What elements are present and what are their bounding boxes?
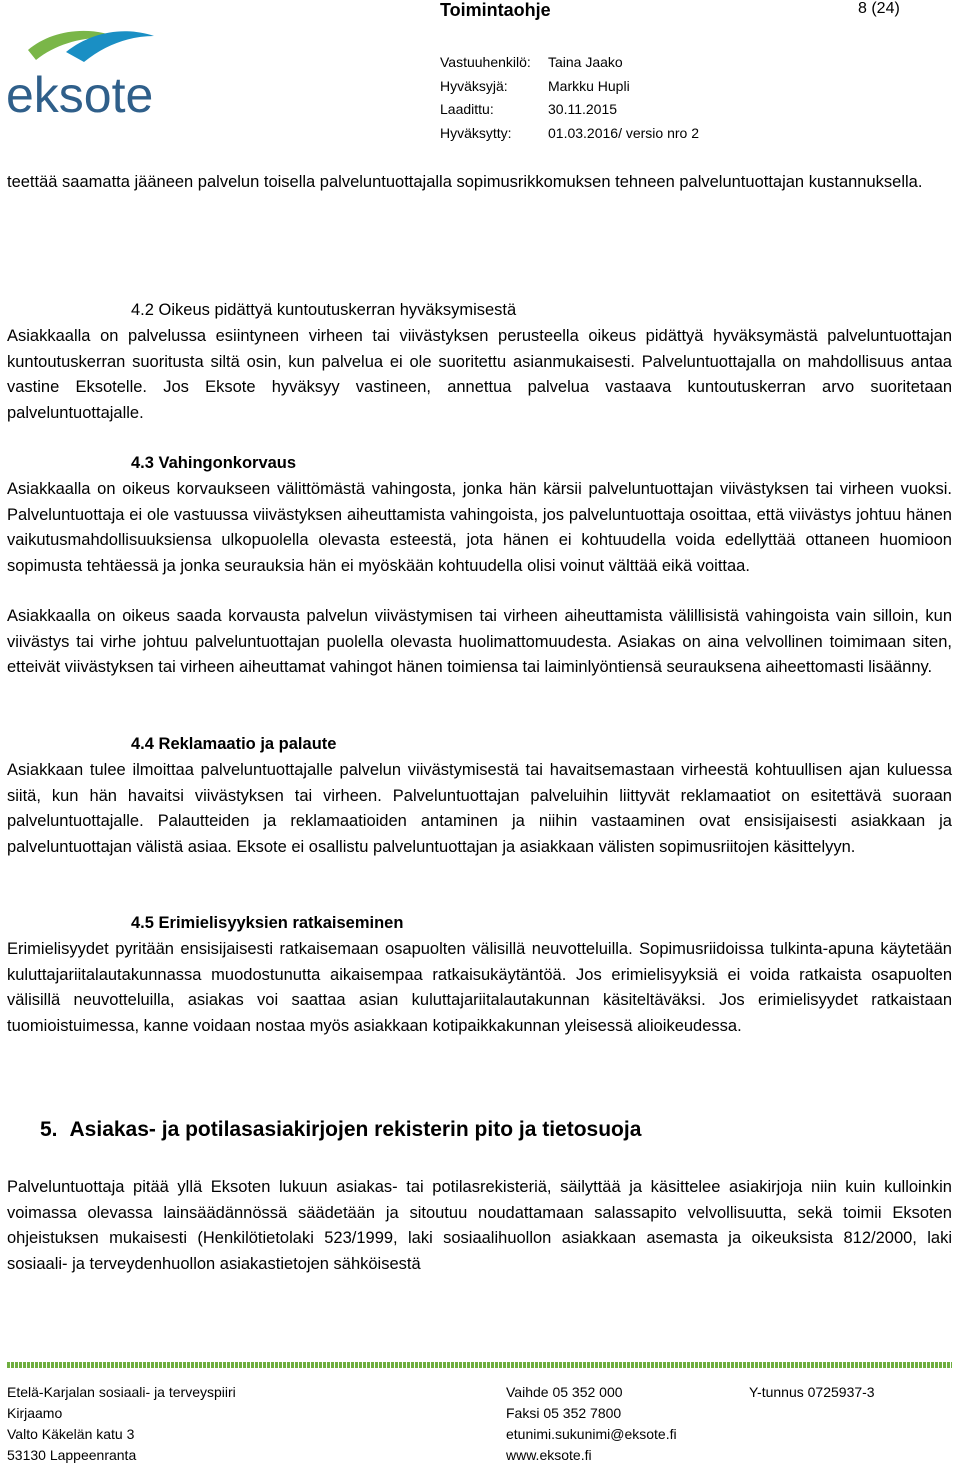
section-5-title: Asiakas- ja potilasasiakirjojen rekisterin pito ja tietosuoja bbox=[69, 1118, 642, 1141]
footer-business-id: Y-tunnus 0725937-3 bbox=[749, 1384, 875, 1400]
intro-paragraph: teettää saamatta jääneen palvelun toisella palveluntuottajalla sopimusrikkomuksen tehneen palveluntuottajan kustannuksella. bbox=[7, 173, 923, 191]
footer-email[interactable]: etunimi.sukunimi@eksote.fi bbox=[506, 1426, 677, 1442]
footer-address bbox=[7, 1382, 236, 1466]
section-4-3-title: Vahingonkorvaus bbox=[158, 454, 297, 472]
section-4-3-paragraph-2: Asiakkaalla on oikeus saada korvausta palvelun viivästymisen tai virheen aiheuttamista välillisistä vahingoista vain silloin, kun viivästys tai virhe johtuu palveluntuottajan puolella olevasta huolimattomuudesta. Asiakas on aina velvollinen toimimaan siten, etteivät viivästyksen tai virheen aiheuttamat vahingot hänen toimiensa tai laiminlyöntiensä seurauksena aiheettomasti lisäänny. bbox=[7, 607, 952, 676]
meta-label-approver: Hyväksyjä: bbox=[440, 77, 508, 94]
meta-value-responsible: Taina Jaako bbox=[548, 54, 623, 70]
document-type: Toimintaohje bbox=[440, 0, 551, 20]
meta-values bbox=[548, 51, 699, 145]
meta-labels bbox=[440, 51, 531, 145]
section-4-2-number: 4.2 bbox=[131, 301, 154, 319]
footer-contact bbox=[506, 1382, 677, 1466]
meta-label-drafted: Laadittu: bbox=[440, 101, 494, 117]
section-5-heading bbox=[40, 1118, 641, 1142]
eksote-logo bbox=[6, 22, 156, 122]
section-4-4-number: 4.4 bbox=[131, 735, 154, 753]
meta-value-approved: 01.03.2016/ versio nro 2 bbox=[548, 124, 699, 141]
meta-value-approver: Markku Hupli bbox=[548, 77, 630, 94]
footer-registry: Kirjaamo bbox=[7, 1405, 63, 1421]
footer-website[interactable]: www.eksote.fi bbox=[506, 1447, 592, 1463]
footer-org-name: Etelä-Karjalan sosiaali- ja terveyspiiri bbox=[7, 1384, 236, 1400]
section-4-5-number: 4.5 bbox=[131, 914, 154, 932]
section-4-4-title: Reklamaatio ja palaute bbox=[158, 735, 337, 753]
section-4-2-heading bbox=[131, 298, 516, 324]
section-4-2-title: Oikeus pidättyä kuntoutuskerran hyväksymisestä bbox=[158, 301, 517, 319]
meta-label-approved: Hyväksytty: bbox=[440, 124, 512, 141]
footer-postal: 53130 Lappeenranta bbox=[7, 1447, 137, 1463]
meta-value-drafted: 30.11.2015 bbox=[548, 101, 618, 117]
footer-street: Valto Käkelän katu 3 bbox=[7, 1426, 135, 1442]
section-4-4-heading bbox=[131, 732, 336, 758]
footer-phone: Vaihde 05 352 000 bbox=[506, 1384, 623, 1400]
section-4-3-paragraph-1: Asiakkaalla on oikeus korvaukseen välittömästä vahingosta, jonka hän kärsii palveluntuottajan viivästyksen tai virheen vuoksi. Palveluntuottaja ei ole vastuussa viivästyksen aiheuttamista vahingoista, jos palveluntuottaja osoittaa, että viivästys johtuu hänen vaikutusmahdollisuuksiensa ulkopuolella olevasta esteestä, jota hänen ei kohtuudella voida edellyttää ottaneen huomioon sopimusta tehtäessä ja jonka seurauksia hän ei myöskään kohtuudella olisi voinut välttää eikä voittaa. bbox=[7, 480, 952, 575]
eksote-logo-graphic bbox=[6, 22, 156, 122]
section-5-paragraph: Palveluntuottaja pitää yllä Eksoten lukuun asiakas- tai potilasrekisteriä, säilyttää ja käsittelee asiakirjoja niin kuin kulloinkin voimassa olevassa lainsäädännössä säädetään ja sitoutuu noudattamaan salassapito velvollisuutta, sekä toimii Eksoten ohjeistuksen mukaisesti (Henkilötietolaki 523/1999, laki sosiaalihuollon asiakkaan asemasta ja oikeuksista 812/2000, laki sosiaali- ja terveydenhuollon asiakastietojen sähköisestä bbox=[7, 1178, 952, 1273]
page-number: 8 (24) bbox=[858, 0, 900, 17]
section-4-5-paragraph: Erimielisyydet pyritään ensisijaisesti ratkaisemaan osapuolten välisillä neuvotteluilla. Sopimusriidoissa tulkinta-apuna käytetään kuluttajariitalautakunnassa muodostunutta aikaisempaa ratkaisukäytäntöä. Jos erimielisyyksiä ei voida ratkaista osapuolten välisillä neuvotteluilla, asiakas voi saattaa asian kuluttajariitalautakunnan käsiteltäväksi. Jos erimielisyydet ratkaistaan tuomioistuimessa, kanne voidaan nostaa myös asiakkaan kotipaikkakunnan yleisessä alioikeudessa. bbox=[7, 940, 952, 1035]
footer-business-id-col bbox=[749, 1382, 875, 1403]
section-4-3-heading bbox=[131, 451, 296, 477]
logo-wordmark: eksote bbox=[6, 67, 154, 122]
section-4-4-paragraph: Asiakkaan tulee ilmoittaa palveluntuottajalle palvelun viivästymisestä tai havaitsemastaan virheestä kohtuullisen ajan kuluessa siitä, kun hän havaitsi viivästyksen tai virheen. Palveluntuottajan palveluihin liittyvät reklamaatiot on esitettävä suoraan palveluntuottajalle. Palautteiden ja reklamaatioiden antaminen ja niihin vastaaminen ovat ensisijaisesti asiakkaan ja palveluntuottajan välistä asiaa. Eksote ei osallistu palveluntuottajan ja asiakkaan välisten sopimusriitojen käsittelyyn. bbox=[7, 761, 952, 856]
section-4-5-title: Erimielisyyksien ratkaiseminen bbox=[158, 914, 404, 932]
section-4-3-number: 4.3 bbox=[131, 454, 154, 472]
section-5-number: 5. bbox=[40, 1118, 58, 1141]
footer-fax: Faksi 05 352 7800 bbox=[506, 1405, 622, 1421]
meta-label-responsible: Vastuuhenkilö: bbox=[440, 54, 531, 70]
footer-divider bbox=[7, 1362, 952, 1368]
section-4-2-paragraph: Asiakkaalla on palvelussa esiintyneen virheen tai viivästyksen perusteella oikeus pidättyä hyväksymästä palveluntuottajan kuntoutuskerran suoritusta siltä osin, kun palvelua ei ole suoritettu asianmukaisesti. Palveluntuottajalla on mahdollisuus antaa vastine Eksotelle. Jos Eksote hyväksyy vastineen, annettua palvelua vastaava kuntoutuskerran arvo suoritetaan palveluntuottajalle. bbox=[7, 327, 952, 422]
section-4-5-heading bbox=[131, 911, 403, 937]
